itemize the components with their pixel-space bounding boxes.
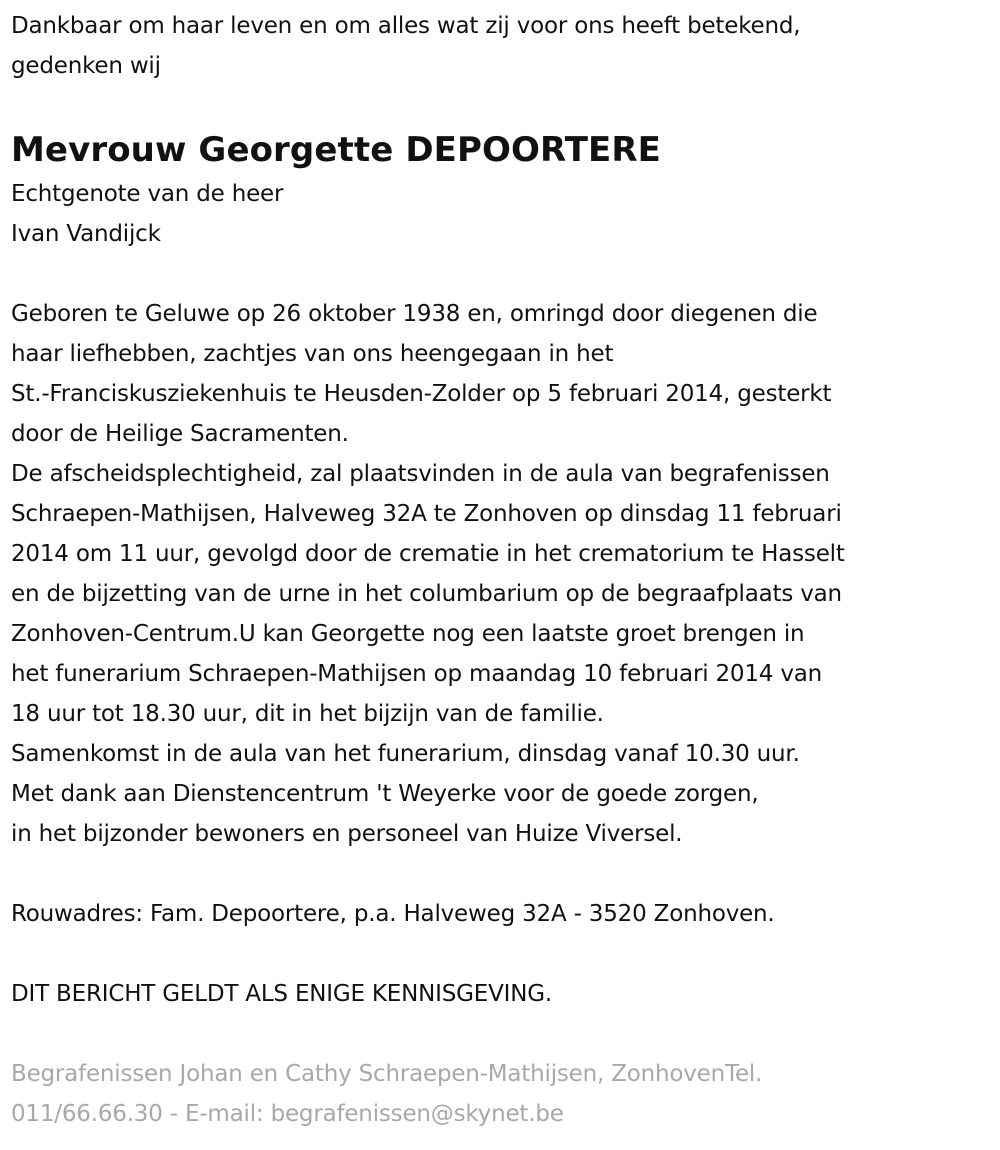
intro-line: gedenken wij xyxy=(11,53,161,79)
spacer xyxy=(11,254,996,294)
mourning-address: Rouwadres: Fam. Depoortere, p.a. Halveweg 32A - 3520 Zonhoven. xyxy=(11,901,775,927)
spouse-line: Ivan Vandijck xyxy=(11,221,161,247)
body-line: in het bijzonder bewoners en personeel van Huize Viversel. xyxy=(11,821,683,847)
body-line: Met dank aan Dienstencentrum 't Weyerke voor de goede zorgen, xyxy=(11,781,759,807)
spacer xyxy=(11,1014,996,1054)
funeral-home-footer xyxy=(11,1054,996,1134)
spacer xyxy=(11,854,996,894)
intro-line: Dankbaar om haar leven en om alles wat zij voor ons heeft betekend, xyxy=(11,13,801,39)
spacer xyxy=(11,934,996,974)
intro-text xyxy=(11,6,996,86)
body-line: Samenkomst in de aula van het funerarium, dinsdag vanaf 10.30 uur. xyxy=(11,741,800,767)
official-notice: DIT BERICHT GELDT ALS ENIGE KENNISGEVING. xyxy=(11,981,552,1007)
body-line: haar liefhebben, zachtjes van ons heengegaan in het xyxy=(11,341,614,367)
body-line: De afscheidsplechtigheid, zal plaatsvinden in de aula van begrafenissen xyxy=(11,461,830,487)
spacer xyxy=(11,86,996,126)
body-line: 18 uur tot 18.30 uur, dit in het bijzijn van de familie. xyxy=(11,701,604,727)
spouse-line: Echtgenote van de heer xyxy=(11,181,284,207)
body-line: Schraepen-Mathijsen, Halveweg 32A te Zonhoven op dinsdag 11 februari xyxy=(11,501,842,527)
spouse-text xyxy=(11,174,996,254)
body-line: Geboren te Geluwe op 26 oktober 1938 en, omringd door diegenen die xyxy=(11,301,818,327)
body-line: Zonhoven-Centrum.U kan Georgette nog een laatste groet brengen in xyxy=(11,621,805,647)
body-line: en de bijzetting van de urne in het columbarium op de begraafplaats van xyxy=(11,581,842,607)
deceased-name: Mevrouw Georgette DEPOORTERE xyxy=(11,130,661,170)
obituary-notice xyxy=(11,6,996,1134)
footer-line: 011/66.66.30 - E-mail: begrafenissen@skynet.be xyxy=(11,1101,564,1127)
body-line: het funerarium Schraepen-Mathijsen op maandag 10 februari 2014 van xyxy=(11,661,823,687)
footer-line: Begrafenissen Johan en Cathy Schraepen-Mathijsen, ZonhovenTel. xyxy=(11,1061,763,1087)
body-text xyxy=(11,294,996,854)
body-line: St.-Franciskusziekenhuis te Heusden-Zolder op 5 februari 2014, gesterkt xyxy=(11,381,832,407)
body-line: door de Heilige Sacramenten. xyxy=(11,421,349,447)
body-line: 2014 om 11 uur, gevolgd door de crematie in het crematorium te Hasselt xyxy=(11,541,845,567)
